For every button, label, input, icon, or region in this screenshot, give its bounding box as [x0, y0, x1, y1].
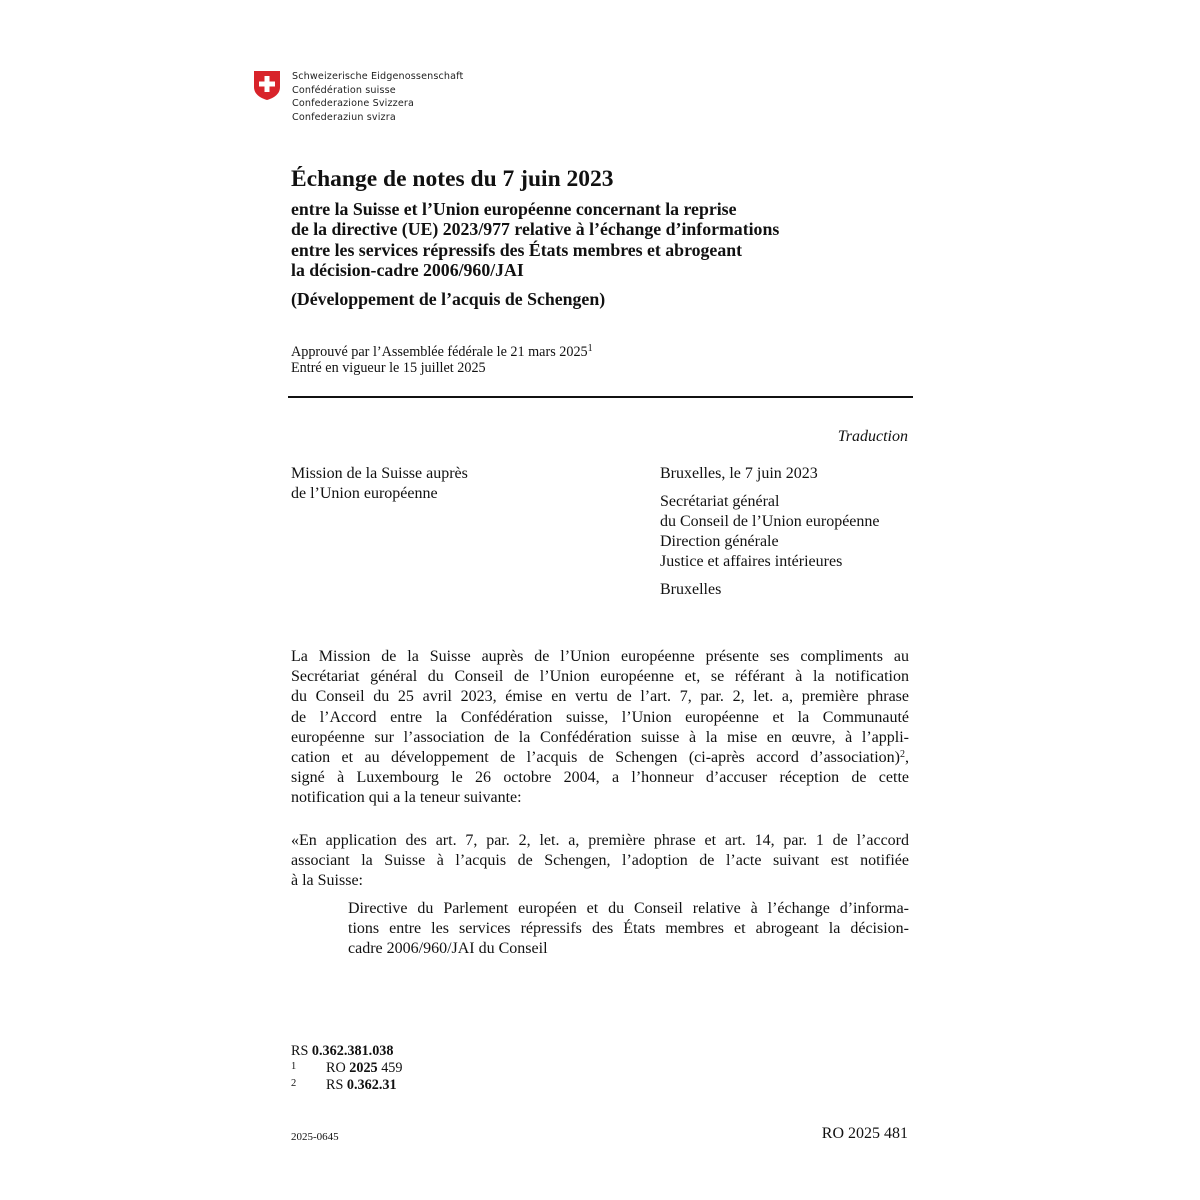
recipient-line: Justice et affaires intérieures [660, 553, 843, 570]
body-paragraph-2 [291, 831, 909, 892]
header-divider [288, 396, 913, 398]
quote-line: tions entre les services répressifs des États membres et abrogeant la décision- [348, 920, 909, 938]
paragraph-line: La Mission de la Suisse auprès de l’Union européenne présente ses compliments au [291, 648, 909, 665]
swiss-flag-icon [252, 70, 282, 101]
paragraph-line: à la Suisse: [291, 872, 363, 890]
footnotes [291, 1043, 691, 1093]
paragraph-line: du Conseil du 25 avril 2023, émise en vertu de l’art. 7, par. 2, let. a, première phrase [291, 688, 909, 706]
recipient-city: Bruxelles [660, 581, 722, 598]
footnote-ref[interactable]: 1 [587, 343, 593, 354]
paragraph-line: «En application des art. 7, par. 2, let. a, première phrase et art. 14, par. 1 de l’accord [291, 832, 909, 849]
confederation-name-rm: Confederaziun svizra [292, 111, 396, 123]
sender-line: Mission de la Suisse auprès [291, 465, 468, 482]
footnote-2: 2 RS 0.362.31 [291, 1077, 397, 1093]
footnote-number: 1 [291, 1061, 297, 1072]
paragraph-line: de l’Accord entre la Confédération suisse, l’Union européenne et la Communauté [291, 708, 909, 726]
quote-line: cadre 2006/960/JAI du Conseil [348, 940, 548, 958]
footnote-ref[interactable]: 2 [900, 748, 905, 760]
footnote-1: 1 RO 2025 459 [291, 1060, 403, 1076]
paragraph-line: Secrétariat général du Conseil de l’Union européenne et, se référant à la notification [291, 668, 909, 686]
rs-number-line: RS 0.362.381.038 [291, 1043, 394, 1059]
footnote-number: 2 [291, 1078, 297, 1089]
paragraph-line: notification qui a la teneur suivante: [291, 789, 522, 807]
subtitle-line: entre les services répressifs des États membres et abrogeant [291, 239, 743, 260]
recipient-line: du Conseil de l’Union européenne [660, 513, 880, 530]
confederation-name-fr: Confédération suisse [292, 84, 396, 96]
quoted-act [348, 899, 909, 960]
document-number: 2025-0645 [291, 1131, 339, 1143]
sender-line: de l’Union européenne [291, 485, 438, 502]
sender-block [291, 464, 611, 504]
rs-number: 0.362.381.038 [311, 1043, 394, 1059]
body-paragraph-1 [291, 647, 909, 809]
translation-label: Traduction [837, 428, 908, 445]
quote-line: Directive du Parlement européen et du Conseil relative à l’échange d’informa- [348, 900, 909, 917]
approval-info [291, 344, 911, 376]
confederation-names [292, 70, 552, 124]
document-title: Échange de notes du 7 juin 2023 [291, 166, 614, 192]
recipient-block [660, 464, 920, 600]
in-force-line: Entré en vigueur le 15 juillet 2025 [291, 360, 486, 376]
document-subtitle [291, 199, 911, 281]
confederation-name-de: Schweizerische Eidgenossenschaft [292, 71, 464, 82]
approval-line: Approuvé par l’Assemblée fédérale le 21 mars 2025$^1$ [291, 343, 593, 360]
place-date: Bruxelles, le 7 juin 2023 [660, 465, 818, 482]
recipient-line: Direction générale [660, 533, 779, 550]
subtitle-line: de la directive (UE) 2023/977 relative à l’échange d’informations [291, 219, 780, 240]
schengen-development-label: (Développement de l’acquis de Schengen) [291, 289, 606, 309]
paragraph-line: signé à Luxembourg le 26 octobre 2004, a l’honneur d’accuser réception de cette [291, 769, 909, 787]
page-reference: RO 2025 481 [821, 1125, 908, 1142]
subtitle-line: la décision-cadre 2006/960/JAI [291, 260, 524, 281]
paragraph-line-with-note: cation et au développement de l’acquis de Schengen (ci-après accord d’association)$^2$, [291, 748, 909, 766]
paragraph-line: européenne sur l’association de la Confédération suisse à la mise en œuvre, à l’appli- [291, 728, 909, 746]
recipient-line: Secrétariat général [660, 493, 780, 510]
confederation-name-it: Confederazione Svizzera [292, 98, 415, 110]
paragraph-line: associant la Suisse à l’acquis de Schengen, l’adoption de l’acte suivant est notifiée [291, 852, 909, 870]
subtitle-line: entre la Suisse et l’Union européenne concernant la reprise [291, 199, 737, 219]
